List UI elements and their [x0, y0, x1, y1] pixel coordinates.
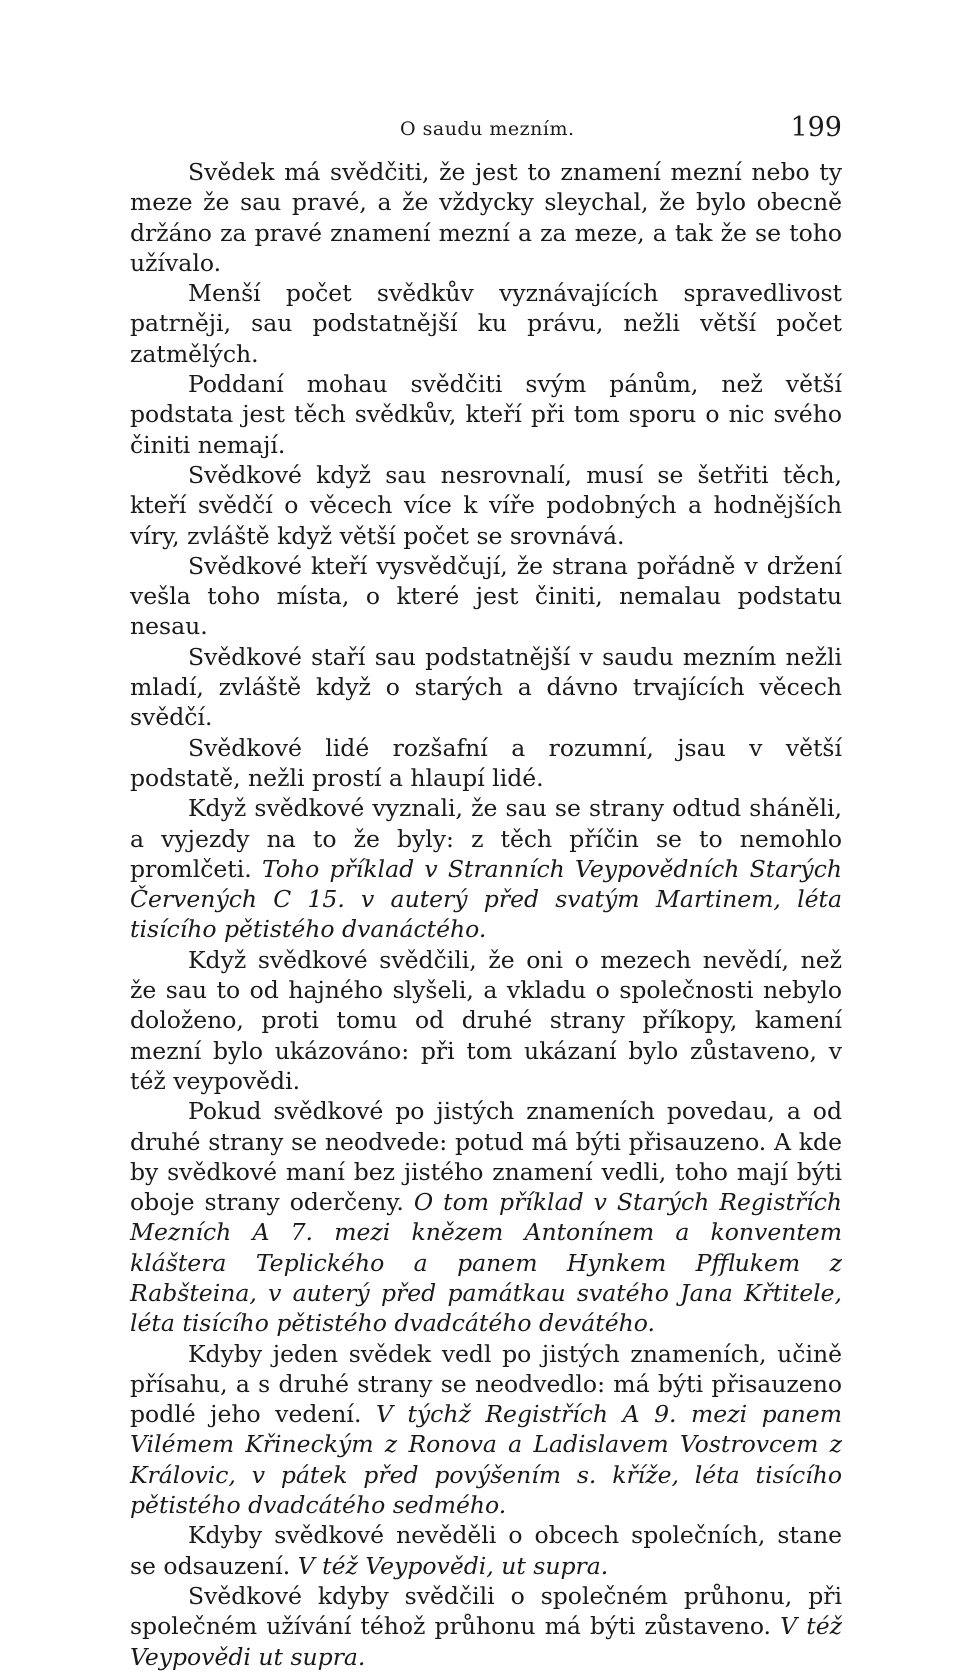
paragraph-text: Svědkové staří sau podstatnější v saudu mezním nežli mladí, zvláště když o starých a dávno trvajících věcech svědčí.	[130, 642, 842, 732]
paragraph	[130, 1520, 842, 1581]
paragraph-text: Svědkové kdyby svědčili o společném průhonu, při společném užívání téhož průhonu má býti zůstaveno.	[130, 1581, 842, 1641]
paragraph-text: Svědkové lidé rozšafní a rozumní, jsau v větší podstatě, nežli prostí a hlaupí lidé.	[130, 733, 842, 792]
paragraph	[130, 1581, 842, 1672]
paragraph-text: Kdyby jeden svědek vedl po jistých znameních, učině přísahu, a s druhé strany se neodvedlo: má býti přisauzeno podlé jeho vedení.	[130, 1339, 842, 1429]
paragraph	[130, 945, 842, 1096]
paragraph-text: Kdyby svědkové nevěděli o obcech společních, stane se odsauzení.	[130, 1521, 842, 1580]
paragraph	[130, 369, 842, 460]
paragraph	[130, 793, 842, 944]
paragraph-text: Svědkové kteří vysvědčují, že strana pořádně v držení vešla toho místa, o které jest činiti, nemalau podstatu nesau.	[130, 551, 842, 641]
paragraph	[130, 733, 842, 794]
paragraph	[130, 1096, 842, 1338]
paragraph-text: Když svědkové vyznali, že sau se strany odtud sháněli, a vyjezdy na to že byly: z těch příčin se to nemohlo promlčeti.	[130, 794, 842, 883]
paragraph-citation: V též Veypovědi ut supra.	[130, 1612, 842, 1671]
paragraph-citation: V též Veypovědi, ut supra.	[297, 1551, 609, 1580]
paragraph-text: Svědek má svědčiti, že jest to znamení mezní nebo ty meze že sau pravé, a že vždycky sleychal, že bylo obecně držáno za pravé znamení mezní a za meze, a tak že se toho užívalo.	[130, 158, 842, 277]
page-number: 199	[790, 112, 842, 143]
paragraph-text: Poddaní mohau svědčiti svým pánům, než větší podstata jest těch svědkův, kteří při tom sporu o nic svého činiti nemají.	[130, 370, 842, 459]
paragraph	[130, 278, 842, 369]
paragraph-citation: Toho příklad v Stranních Veypovědních Starých Červených C 15. v auterý před svatým Martinem, léta tisícího pětistého dvanáctého.	[130, 854, 842, 944]
running-header	[130, 112, 842, 152]
paragraph	[130, 642, 842, 733]
paragraph-citation: V týchž Registřích A 9. mezi panem Vilémem Křineckým z Ronova a Ladislavem Vostrovcem z Královic, v pátek před povýšením s. kříže, léta tisícího pětistého dvadcátého sedmého.	[130, 1400, 842, 1520]
paragraph	[130, 551, 842, 642]
paragraph	[130, 157, 842, 278]
paragraph-text: Menší počet svědkův vyznávajících spravedlivost patrněji, sau podstatnější ku právu, nežli větší počet zatmělých.	[130, 279, 842, 368]
paragraph	[130, 1339, 842, 1521]
paragraph-citation: O tom příklad v Starých Registřích Mezních A 7. mezi knězem Antonínem a konventem kláštera Teplického a panem Hynkem Pfflukem z Rabšteina, v auterý před památkau svatého Jana Křtitele, léta tisícího pětistého dvadcátého devátého.	[130, 1188, 842, 1338]
page-body	[130, 157, 842, 1672]
running-title: O saudu mezním.	[400, 118, 575, 140]
paragraph-text: Svědkové když sau nesrovnalí, musí se šetřiti těch, kteří svědčí o věcech více k víře podobných a hodnějších víry, zvláště když větší počet se srovnává.	[130, 460, 842, 550]
paragraph-text: Když svědkové svědčili, že oni o mezech nevědí, než že sau to od hajného slyšeli, a vkladu o společnosti nebylo doloženo, proti tomu od druhé strany příkopy, kamení mezní bylo ukázováno: při tom ukázaní bylo zůstaveno, v též veypovědi.	[130, 945, 842, 1095]
paragraph	[130, 460, 842, 551]
paragraph-text: Pokud svědkové po jistých znameních povedau, a od druhé strany se neodvede: potud má býti přisauzeno. A kde by svědkové maní bez jistého znamení vedli, toho mají býti oboje strany oderčeny.	[130, 1097, 842, 1217]
